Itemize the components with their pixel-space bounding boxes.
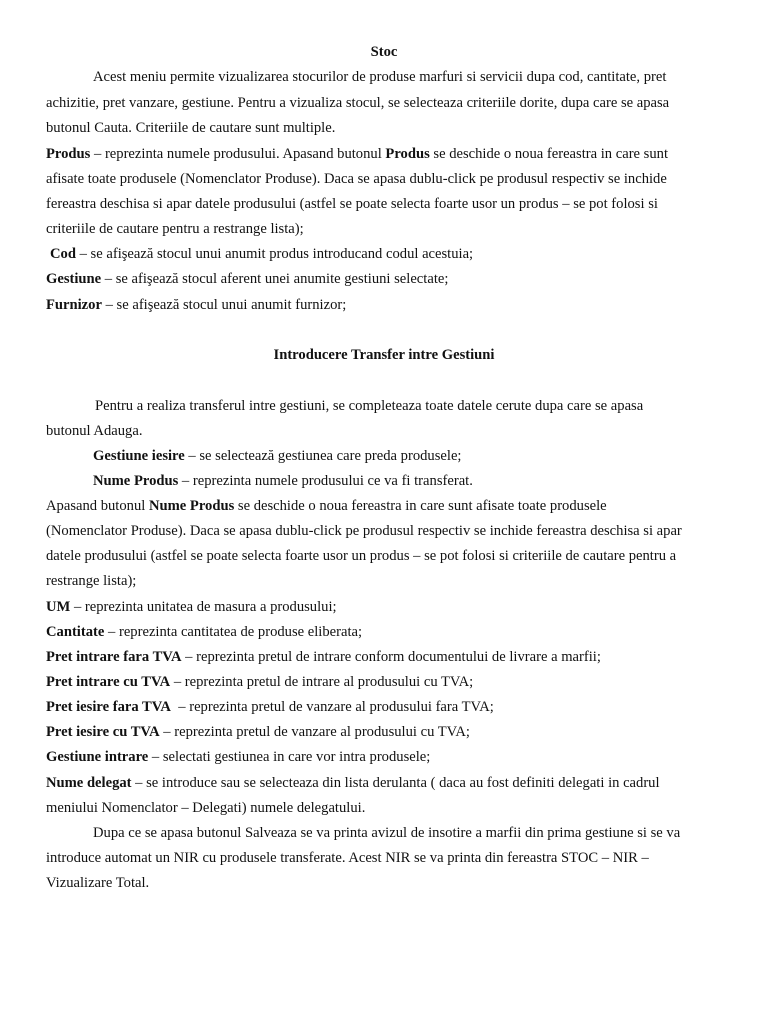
paragraph-line: restrange lista); (46, 573, 137, 589)
definition-pret-iesire-fara-tva (46, 698, 494, 716)
paragraph-line: achizitie, pret vanzare, gestiune. Pentru a vizualiza stocul, se selecteaza criteriile dorite, dupa care se apasa (46, 95, 670, 111)
definition-text: – se introduce sau se selecteaza din lista derulanta ( daca au fost definiti delegati in cadrul (131, 775, 660, 791)
definition-pret-intrare-fara-tva (46, 648, 601, 666)
definition-nume-delegat (46, 774, 660, 792)
term-produs-button: Produs (385, 146, 430, 162)
paragraph-line: afisate toate produsele (Nomenclator Produse). Daca se apasa dublu-click pe produsul respectiv se inchide (46, 171, 667, 187)
paragraph-line: Vizualizare Total. (46, 875, 150, 891)
term-furnizor: Furnizor (46, 297, 102, 313)
definition-um (46, 598, 337, 616)
section-title-stoc: Stoc (370, 44, 398, 60)
definition-text: – se afişează stocul aferent unei anumite gestiuni selectate; (101, 271, 449, 287)
term-pret-iesire-fara-tva: Pret iesire fara TVA (46, 699, 171, 715)
definition-text: – reprezinta pretul de intrare conform documentului de livrare a marfii; (181, 649, 601, 665)
term-gestiune: Gestiune (46, 271, 102, 287)
term-gestiune-iesire: Gestiune iesire (93, 448, 185, 464)
definition-cantitate (46, 623, 362, 641)
paragraph-line: datele produsului (astfel se poate selecta foarte usor un produs – se pot folosi si criteriile de cautare pentru a (46, 548, 677, 564)
term-pret-intrare-cu-tva: Pret intrare cu TVA (46, 674, 171, 690)
term-pret-iesire-cu-tva: Pret iesire cu TVA (46, 724, 160, 740)
definition-furnizor (46, 296, 346, 314)
definition-gestiune-iesire (93, 447, 461, 465)
paragraph-apasand (46, 497, 607, 515)
term-cod: Cod (50, 246, 76, 262)
paragraph-line: Dupa ce se apasa butonul Salveaza se va printa avizul de insotire a marfii din prima gestiune si se va (93, 825, 681, 841)
paragraph-line: Pentru a realiza transferul intre gestiuni, se completeaza toate datele cerute dupa care se apasa (95, 398, 644, 414)
definition-text: – se selectează gestiunea care preda produsele; (184, 448, 462, 464)
term-nume-produs: Nume Produs (93, 473, 179, 489)
definition-text: – reprezinta numele produsului ce va fi transferat. (178, 473, 473, 489)
paragraph-line: butonul Adauga. (46, 423, 143, 439)
term-pret-intrare-fara-tva: Pret intrare fara TVA (46, 649, 182, 665)
definition-text: – se afişează stocul unui anumit produs introducand codul acestuia; (75, 246, 474, 262)
paragraph-line: (Nomenclator Produse). Daca se apasa dublu-click pe produsul respectiv se inchide fereastra deschisa si apar (46, 523, 682, 539)
definition-text: – reprezinta numele produsului. Apasand butonul (90, 146, 386, 162)
term-nume-delegat: Nume delegat (46, 775, 132, 791)
definition-text: – reprezinta pretul de vanzare al produsului fara TVA; (170, 699, 494, 715)
definition-text: se deschide o noua fereastra in care sunt (429, 146, 669, 162)
definition-nume-produs (93, 472, 473, 490)
section-title-transfer: Introducere Transfer intre Gestiuni (273, 347, 495, 363)
definition-text: – selectati gestiunea in care vor intra produsele; (148, 749, 431, 765)
paragraph-text: se deschide o noua fereastra in care sunt afisate toate produsele (234, 498, 607, 514)
paragraph-line: Acest meniu permite vizualizarea stocurilor de produse marfuri si servicii dupa cod, cantitate, pret (93, 69, 667, 85)
term-um: UM (46, 599, 71, 615)
term-gestiune-intrare: Gestiune intrare (46, 749, 149, 765)
paragraph-line: introduce automat un NIR cu produsele transferate. Acest NIR se va printa din fereastra STOC – NIR – (46, 850, 649, 866)
paragraph-line: butonul Cauta. Criteriile de cautare sunt multiple. (46, 120, 336, 136)
definition-text: – reprezinta cantitatea de produse eliberata; (104, 624, 363, 640)
definition-text: – reprezinta unitatea de masura a produsului; (70, 599, 337, 615)
paragraph-line: criteriile de cautare pentru a restrange lista); (46, 221, 304, 237)
definition-text: – se afişează stocul unui anumit furnizor; (101, 297, 347, 313)
paragraph-text: Apasand butonul (46, 498, 149, 514)
paragraph-line: meniului Nomenclator – Delegati) numele delegatului. (46, 800, 366, 816)
definition-text: – reprezinta pretul de intrare al produsului cu TVA; (170, 674, 474, 690)
paragraph-line: fereastra deschisa si apar datele produsului (astfel se poate selecta foarte usor un produs – se pot folosi si (46, 196, 658, 212)
definition-gestiune (46, 270, 448, 288)
definition-pret-iesire-cu-tva (46, 723, 470, 741)
term-produs: Produs (46, 146, 91, 162)
definition-gestiune-intrare (46, 748, 430, 766)
definition-produs (46, 145, 668, 163)
term-nume-produs-button: Nume Produs (148, 498, 235, 514)
term-cantitate: Cantitate (46, 624, 105, 640)
definition-text: – reprezinta pretul de vanzare al produsului cu TVA; (159, 724, 470, 740)
definition-cod (50, 245, 473, 263)
definition-pret-intrare-cu-tva (46, 673, 473, 691)
